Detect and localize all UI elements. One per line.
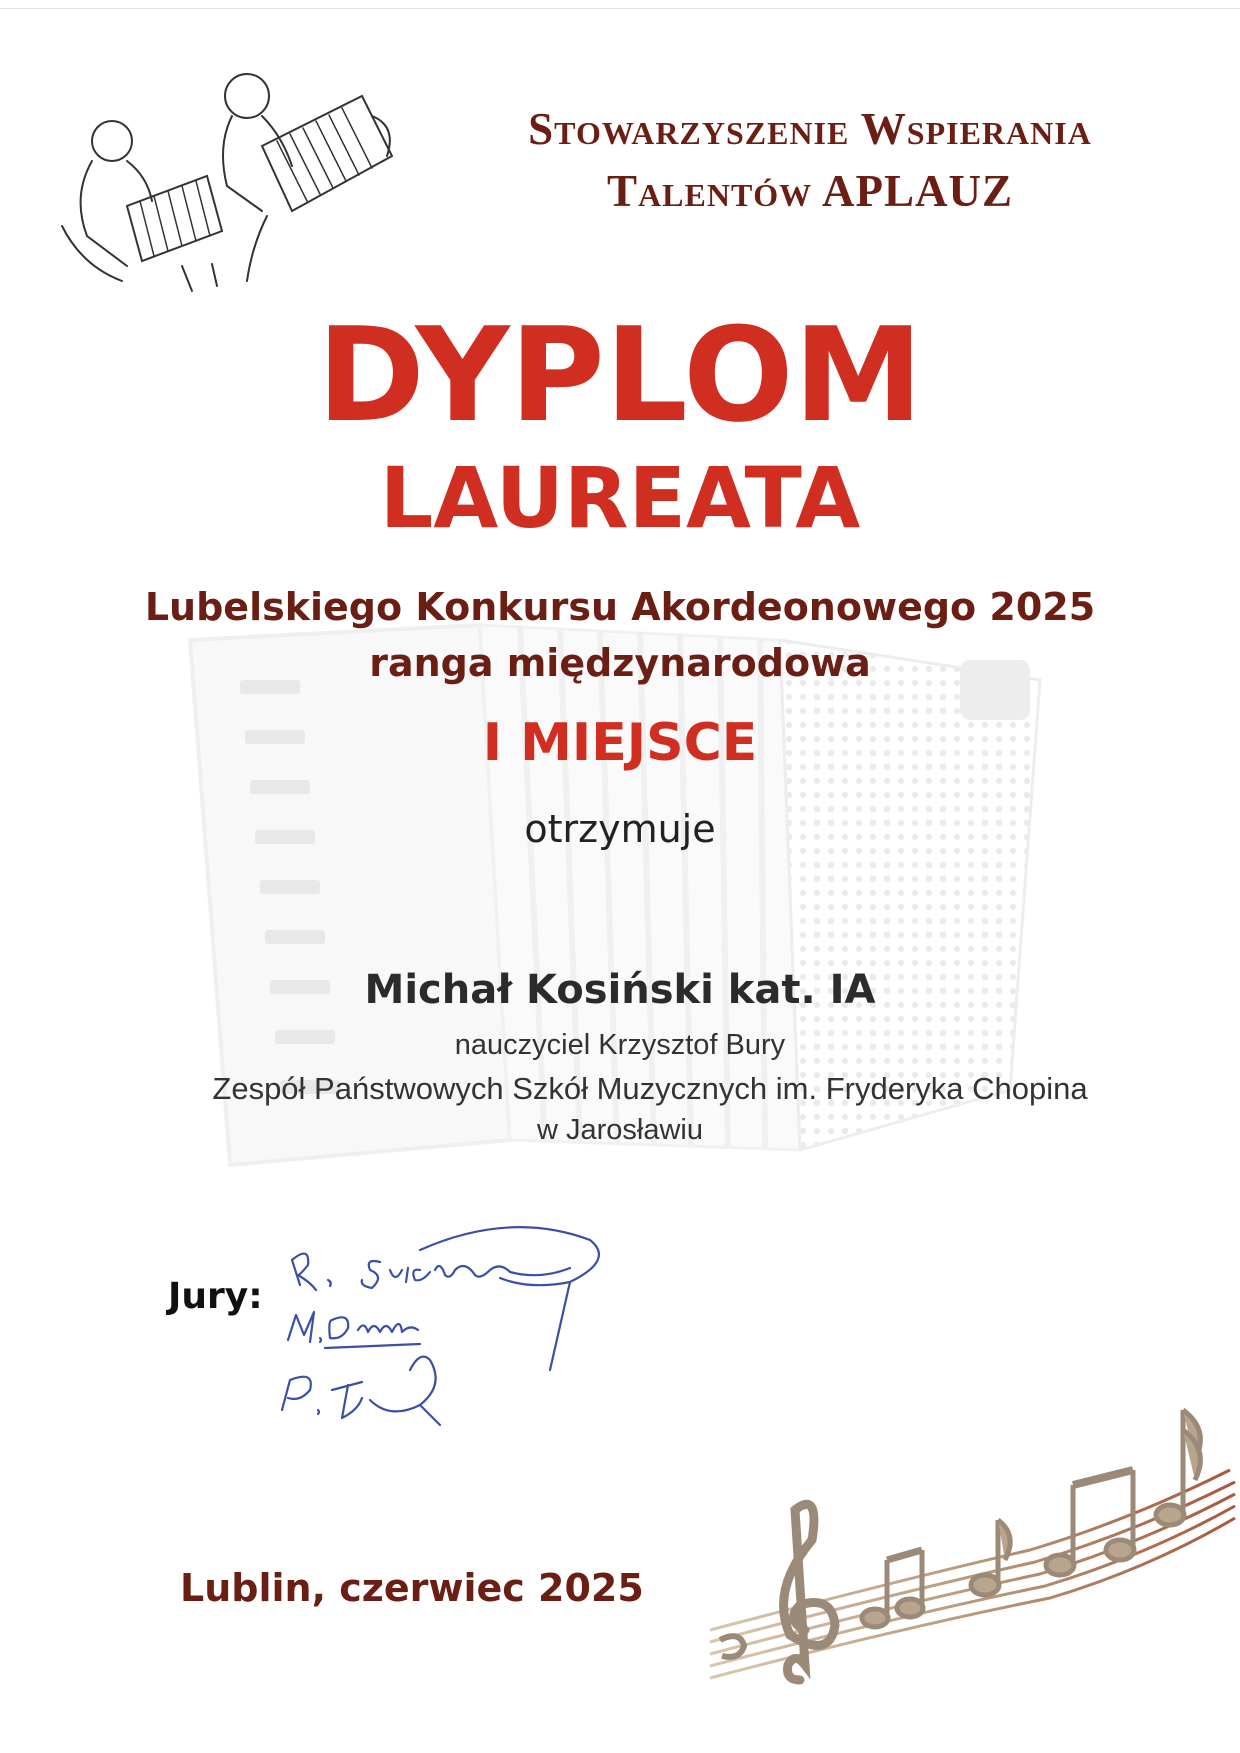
school-city: w Jarosławiu [537,1114,703,1146]
signature-1 [292,1227,599,1370]
contest-rank: ranga międzynarodowa [369,641,871,685]
jury-signatures [270,1220,690,1450]
contest-name: Lubelskiego Konkursu Akordeonowego 2025 [144,585,1096,629]
receives-label: otrzymuje [524,807,716,851]
accordion-players-sketch-icon [32,36,412,296]
school-name: Zespół Państwowych Szkół Muzycznych im. Fryderyka Chopina [212,1071,1088,1106]
organization-name-line2: Talentów APLAUZ [607,166,1013,216]
signature-2 [288,1312,420,1348]
music-notes-staff-icon [700,1390,1240,1690]
organization-name-line1: Stowarzyszenie Wspierania [528,104,1092,154]
jury-label: Jury: [168,1276,263,1317]
signature-3 [282,1357,440,1425]
diploma-title: DYPLOM [317,299,923,451]
diploma-subtitle: LAUREATA [379,449,861,547]
award-place: I MIEJSCE [482,713,758,773]
teacher-name: nauczyciel Krzysztof Bury [454,1029,786,1061]
place-and-date: Lublin, czerwiec 2025 [180,1566,644,1610]
laureate-name: Michał Kosiński kat. IA [364,967,876,1013]
top-rule [0,8,1240,9]
organization-name [430,98,1190,222]
